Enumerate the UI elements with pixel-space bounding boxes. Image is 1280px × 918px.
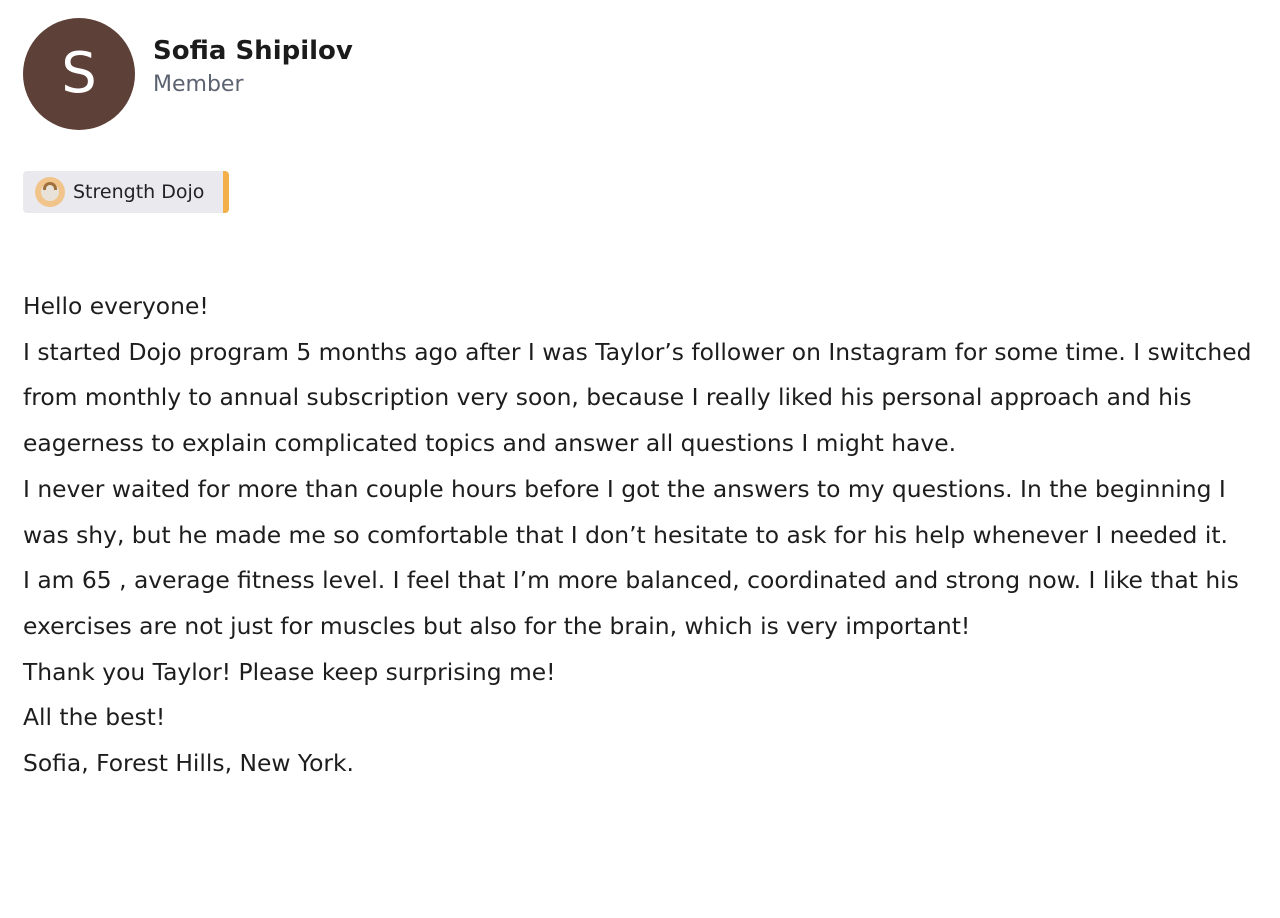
post-paragraph: I am 65 , average fitness level. I feel that I’m more balanced, coordinated and strong now. I like that his exercises are not just for muscles but also for the brain, which is very important! [23,566,1239,640]
post-paragraph: Thank you Taylor! Please keep surprising me! [23,657,556,686]
post-paragraph: I started Dojo program 5 months ago after I was Taylor’s follower on Instagram for some time. I switched from monthly to annual subscription very soon, because I really liked his personal approach and his eagerness to explain complicated topics and answer all questions I might have. [23,337,1252,458]
post-paragraph: All the best! [23,703,166,732]
kettlebell-icon [35,177,65,207]
program-badge-label: Strength Dojo [73,181,205,203]
post-paragraph: Hello everyone! [23,292,209,320]
avatar[interactable]: S [23,18,135,130]
author-role: Member [153,72,244,97]
post-paragraph: I never waited for more than couple hours before I got the answers to my questions. In the beginning I was shy, but he made me so comfortable that I don’t hesitate to ask for his help whenever I needed it. [23,474,1228,549]
author-info [153,34,353,100]
post-body [23,284,1253,787]
post-paragraph: Sofia, Forest Hills, New York. [23,749,354,778]
post-header [23,18,353,130]
program-badge[interactable] [23,171,229,213]
author-name[interactable]: Sofia Shipilov [153,36,353,66]
